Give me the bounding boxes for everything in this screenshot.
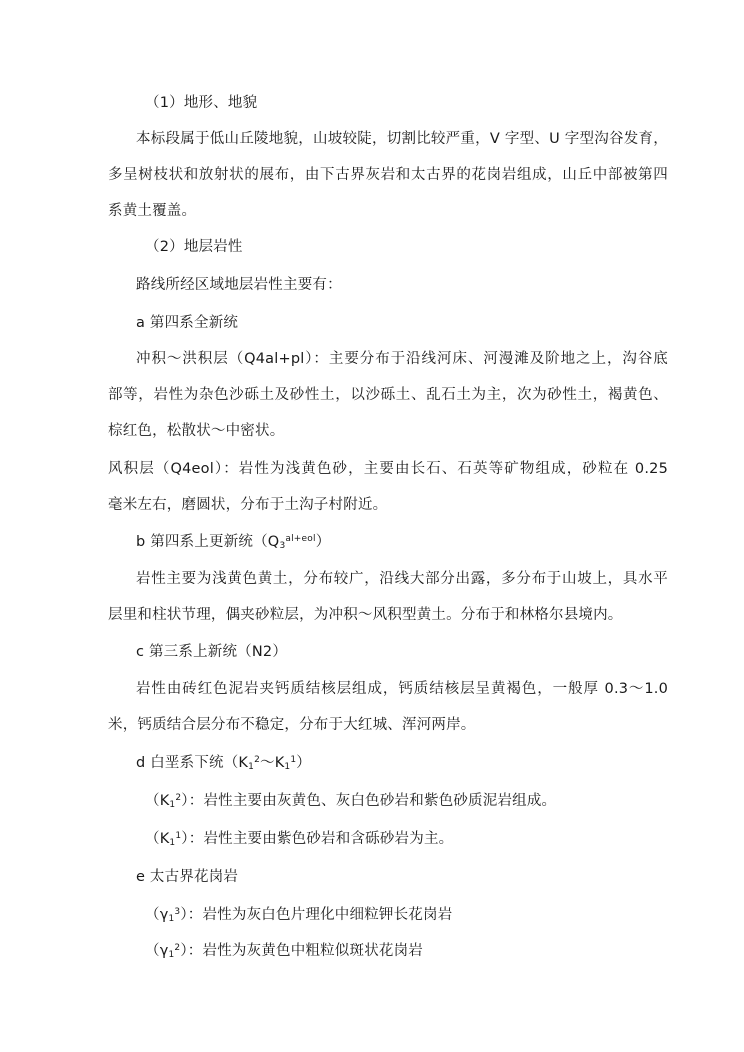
section-e-item-2-sub: 1 [168,950,175,960]
paragraph-terrain-line-1: 本标段属于低山丘陵地貌，山坡较陡，切割比较严重，V 字型、U 字型沟谷发育， [136,131,668,147]
section-d-title-pre: d 白垩系下统（K [136,755,249,771]
paragraph-terrain-line-3: 系黄土覆盖。 [108,203,197,219]
section-b-title-sup: al+eol [285,534,316,544]
section-e-item-2-sup: 2 [174,943,181,953]
section-a-title: a 第四系全新统 [136,315,239,331]
section-d-title-sup2: 1 [290,755,297,765]
section-d-item-1-text: ）：岩性主要由灰黄色、灰白色砂岩和紫色砂质泥岩组成。 [181,793,557,809]
section-d-item-2-text: ）：岩性主要由紫色砂岩和含砾砂岩为主。 [181,831,454,847]
section-e-item-1-sub: 1 [168,914,175,924]
section-e-item-1-pre: （γ [145,907,169,923]
section-d-item-1-pre: （K [145,793,170,809]
section-a-para2-line-2: 毫米左右，磨圆状，分布于土沟子村附近。 [108,497,388,513]
section-b-title-pre: b 第四系上更新统（Q [136,534,280,550]
section-b-title-sub: 3 [279,541,286,551]
section-c-para-line-2: 米，钙质结合层分布不稳定，分布于大红城、浑河两岸。 [108,717,476,733]
section-c-para-line-1: 岩性由砖红色泥岩夹钙质结核层组成，钙质结核层呈黄褐色，一般厚 0.3～1.0 [136,681,668,697]
section-d-item-1-sub: 1 [169,800,176,810]
section-d-title-post: ） [296,755,311,771]
section-d-item-2 [145,830,705,848]
section-e-item-1-text: ）：岩性为灰白色片理化中细粒钾长花岗岩 [180,907,453,923]
section-e-item-2-text: ）：岩性为灰黄色中粗粒似斑状花岗岩 [180,943,424,959]
section-a-para1-line-2: 部等，岩性为杂色沙砾土及砂性土，以沙砾土、乱石土为主，次为砂性土，褐黄色、 [108,387,668,403]
section-d-item-2-sup: 1 [175,831,182,841]
paragraph-terrain-line-2: 多呈树枝状和放射状的展布，由下古界灰岩和太古界的花岗岩组成，山丘中部被第四 [108,167,668,183]
section-c-title: c 第三系上新统（N2） [136,644,288,660]
section-e-item-1-sup: 3 [174,907,181,917]
section-e-item-2-pre: （γ [145,943,169,959]
section-d-item-2-sub: 1 [169,838,176,848]
section-e-title: e 太古界花岗岩 [136,869,239,885]
section-d-title-mid: ～K [260,755,285,771]
section-a-para2-line-1: 风积层（Q4eol）：岩性为浅黄色砂，主要由长石、石英等矿物组成，砂粒在 0.25 [108,461,668,477]
section-b-para-line-1: 岩性主要为浅黄色黄土，分布较广，沿线大部分出露，多分布于山坡上，具水平 [136,571,668,587]
heading-terrain: （1）地形、地貌 [145,95,258,111]
section-d-title-sub2: 1 [284,762,291,772]
heading-strata: （2）地层岩性 [145,239,243,255]
section-d-title [136,754,696,772]
section-b-para-line-2: 层里和柱状节理，偶夹砂粒层，为冲积～风积型黄土。分布于和林格尔县境内。 [108,607,623,623]
section-a-para1-line-1: 冲积～洪积层（Q4al+pl）：主要分布于沿线河床、河漫滩及阶地之上，沟谷底 [136,351,668,367]
section-b-title-post: ） [315,534,331,550]
section-d-title-sup1: 2 [254,755,260,765]
section-d-title-sub1: 1 [248,762,255,772]
section-e-item-2 [145,942,705,960]
section-a-para1-line-3: 棕红色，松散状～中密状。 [108,423,285,439]
section-d-item-2-pre: （K [145,831,170,847]
paragraph-strata-intro: 路线所经区域地层岩性主要有： [136,277,342,293]
section-d-item-1-sup: 2 [175,793,182,803]
section-d-item-1 [145,792,705,810]
section-e-item-1 [145,906,705,924]
section-b-title [136,533,696,551]
